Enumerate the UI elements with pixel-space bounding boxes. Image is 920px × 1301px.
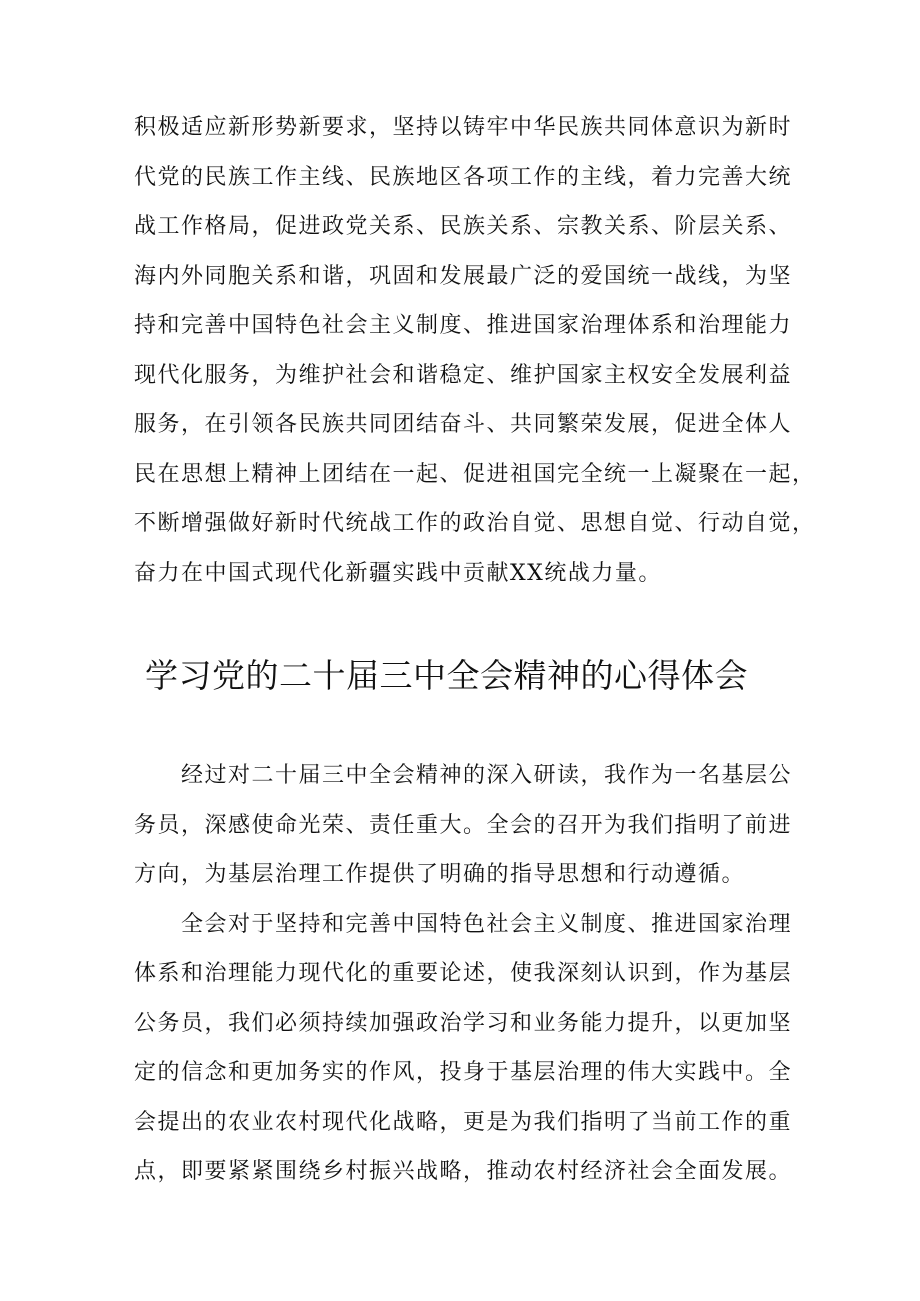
text-line: 点，即要紧紧围绕乡村振兴战略，推动农村经济社会全面发展。 xyxy=(134,1159,793,1184)
body-paragraphs xyxy=(134,751,804,1197)
section-heading: 学习党的二十届三中全会精神的心得体会 xyxy=(145,656,748,695)
text-line: 经过对二十届三中全会精神的深入研读，我作为一名基层公 xyxy=(134,763,793,788)
text-line: 民在思想上精神上团结在一起、促进祖国完全统一上凝聚在一起， xyxy=(134,461,816,487)
text-line: 全会对于坚持和完善中国特色社会主义制度、推进国家治理 xyxy=(134,911,793,937)
text-line: 战工作格局，促进政党关系、民族关系、宗教关系、阶层关系、 xyxy=(134,214,793,239)
text-line: 定的信念和更加务实的作风，投身于基层治理的伟大实践中。全 xyxy=(134,1060,793,1085)
text-line: 方向，为基层治理工作提供了明确的指导思想和行动遵循。 xyxy=(134,862,746,887)
text-line: 现代化服务，为维护社会和谐稳定、维护国家主权安全发展利益 xyxy=(134,362,793,388)
text-line: 代党的民族工作主线、民族地区各项工作的主线，着力完善大统 xyxy=(134,164,793,190)
text-line: 务员，深感使命光荣、责任重大。全会的召开为我们指明了前进 xyxy=(134,812,793,838)
text-line: 服务，在引领各民族共同团结奋斗、共同繁荣发展，促进全体人 xyxy=(134,412,793,437)
text-line: 持和完善中国特色社会主义制度、推进国家治理体系和治理能力 xyxy=(134,313,793,338)
intro-paragraph xyxy=(134,103,816,598)
text-line: 体系和治理能力现代化的重要论述，使我深刻认识到，作为基层 xyxy=(134,961,793,986)
text-line: 海内外同胞关系和谐，巩固和发展最广泛的爱国统一战线，为坚 xyxy=(134,263,793,289)
text-line: 公务员，我们必须持续加强政治学习和业务能力提升，以更加坚 xyxy=(134,1010,793,1036)
text-line: 奋力在中国式现代化新疆实践中贡献XX统战力量。 xyxy=(134,560,662,586)
text-line: 积极适应新形势新要求，坚持以铸牢中华民族共同体意识为新时 xyxy=(134,115,793,140)
text-line: 会提出的农业农村现代化战略，更是为我们指明了当前工作的重 xyxy=(134,1109,793,1135)
text-line: 不断增强做好新时代统战工作的政治自觉、思想自觉、行动自觉， xyxy=(134,511,816,536)
